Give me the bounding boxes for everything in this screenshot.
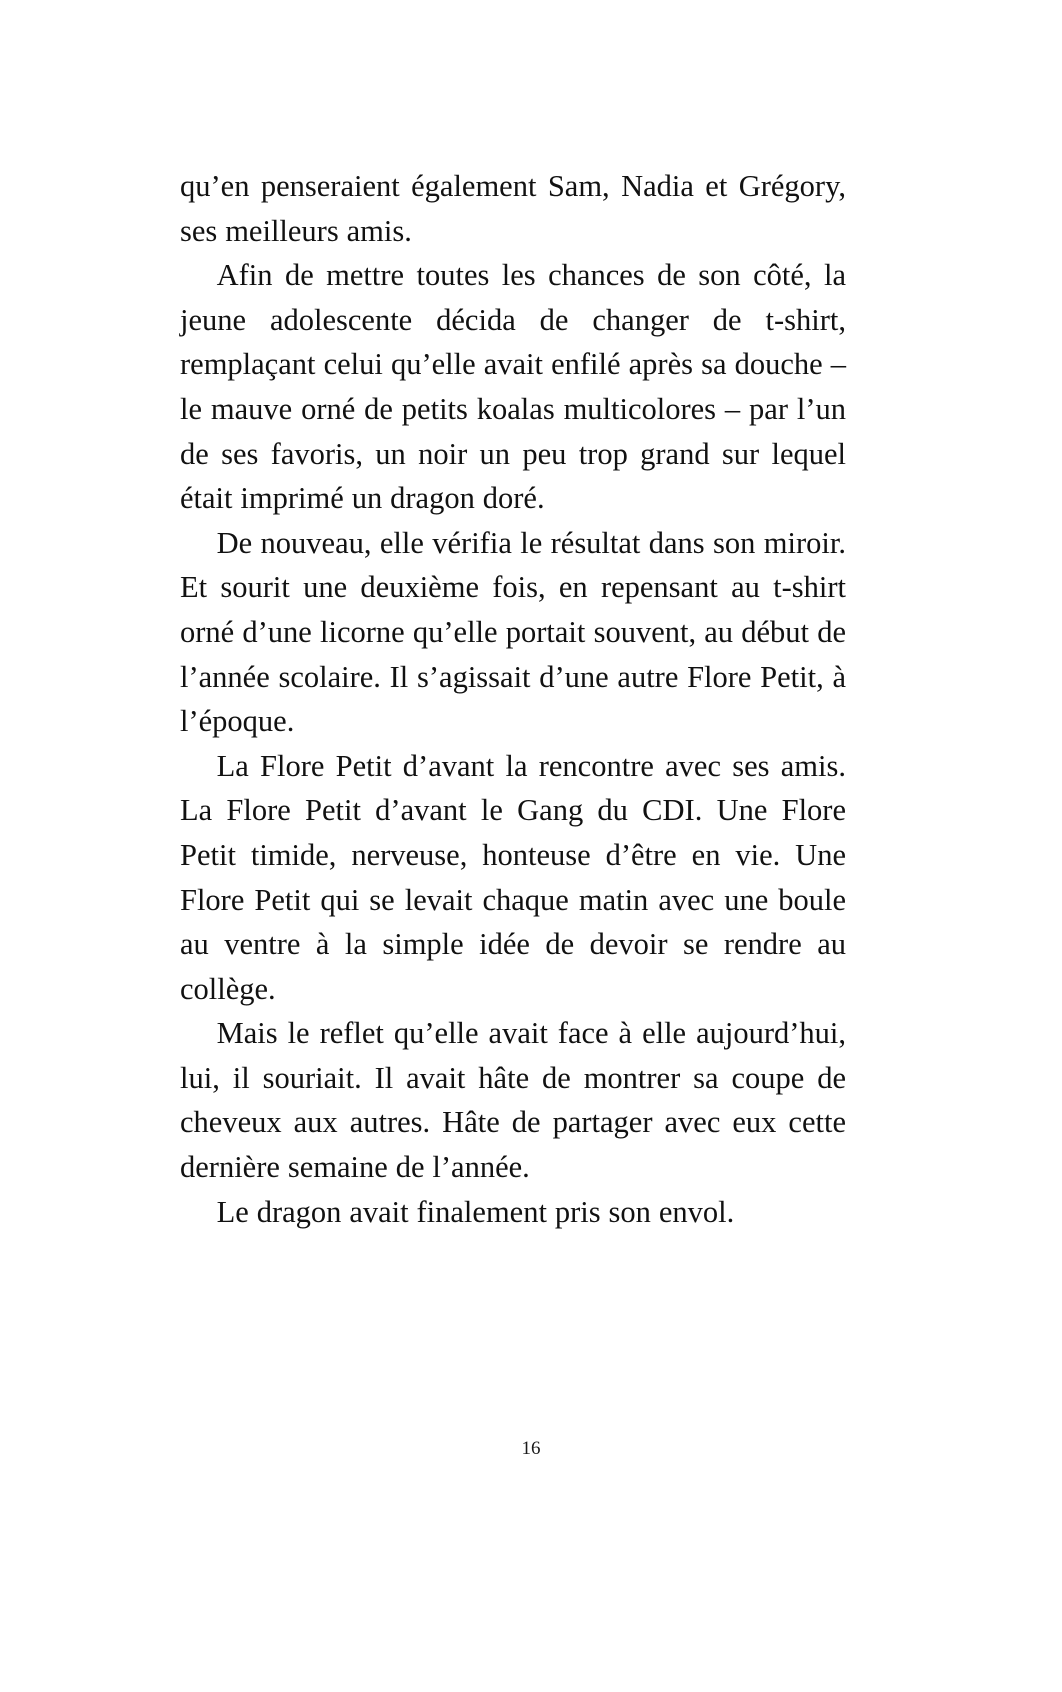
paragraph-5: Mais le reflet qu’elle avait face à elle aujourd’hui, lui, il souriait. Il avait hâte de montrer sa coupe de cheveux aux autres. Hâte de partager avec eux cette dernière semaine de l’année. xyxy=(180,1016,846,1185)
paragraph-1: qu’en penseraient également Sam, Nadia et Grégory, ses meilleurs amis. xyxy=(180,169,846,248)
body-text-block xyxy=(180,164,846,1234)
paragraph-3: De nouveau, elle vérifia le résultat dans son miroir. Et sourit une deuxième fois, en repensant au t-shirt orné d’une licorne qu’elle portait souvent, au début de l’année scolaire. Il s’agissait d’une autre Flore Petit, à l’époque. xyxy=(180,525,846,739)
paragraph-4: La Flore Petit d’avant la rencontre avec ses amis. La Flore Petit d’avant le Gang du CDI. Une Flore Petit timide, nerveuse, honteuse d’être en vie. Une Flore Petit qui se levait chaque matin avec une boule au ventre à la simple idée de devoir se rendre au collège. xyxy=(180,748,846,1006)
paragraph-6: Le dragon avait finalement pris son envol. xyxy=(216,1194,735,1229)
page-number: 16 xyxy=(521,1438,541,1459)
paragraph-2: Afin de mettre toutes les chances de son côté, la jeune adolescente décida de changer de t-shirt, remplaçant celui qu’elle avait enfilé après sa douche – le mauve orné de petits koalas multicolores – par l’un de ses favoris, un noir un peu trop grand sur lequel était imprimé un dragon doré. xyxy=(180,258,846,516)
